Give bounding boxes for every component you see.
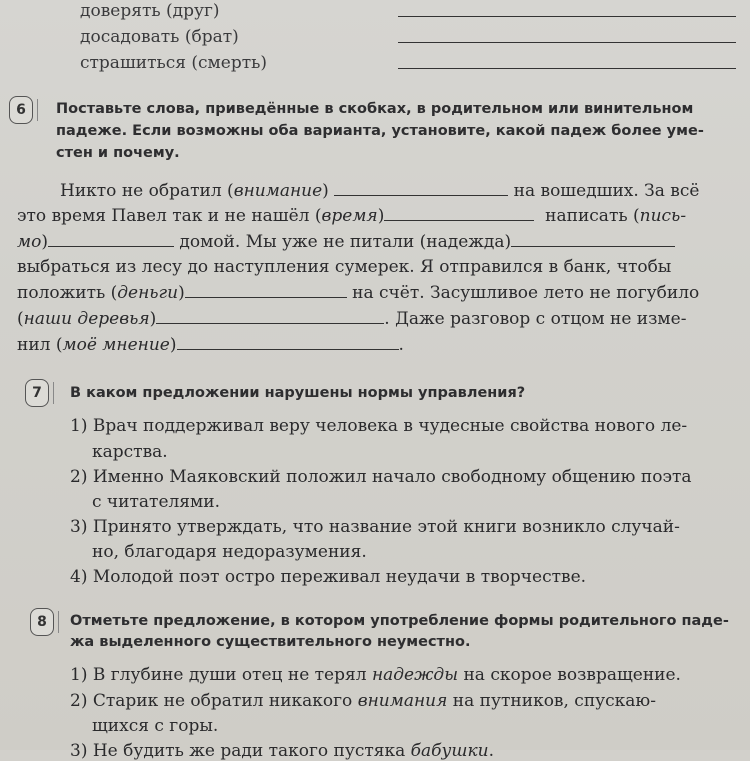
q7-option-2-line-1: 2) Именно Маяковский положил начало свободному общению поэта bbox=[70, 467, 692, 487]
q8-instruction-line-1: Отметьте предложение, в котором употребление формы родительного паде- bbox=[70, 613, 729, 629]
prev-item-2: досадовать (брат) bbox=[80, 27, 239, 47]
q7-option-2-line-2: с читателями. bbox=[92, 492, 220, 512]
q6-instruction-line-2: падеже. Если возможны оба варианта, установите, какой падеж более уме- bbox=[56, 123, 704, 139]
answer-blank[interactable] bbox=[156, 309, 384, 324]
answer-blank[interactable] bbox=[177, 335, 399, 350]
answer-blank[interactable] bbox=[511, 232, 675, 247]
q8-option-2-line-1: 2) Старик не обратил никакого внимания на путников, спускаю- bbox=[70, 691, 656, 711]
question-number-8: 8 bbox=[30, 608, 54, 636]
q6-text-line-1: Никто не обратил (внимание) на вошедших. За всё bbox=[60, 181, 700, 201]
q6-text-line-3: мо) домой. Мы уже не питали (надежда) bbox=[17, 232, 675, 252]
q8-option-1: 1) В глубине души отец не терял надежды на скорое возвращение. bbox=[70, 665, 681, 685]
answer-blank[interactable] bbox=[398, 68, 736, 69]
q7-option-4: 4) Молодой поэт остро переживал неудачи в творчестве. bbox=[70, 567, 587, 587]
q6-text-line-4: выбраться из лесу до наступления сумерек. Я отправился в банк, чтобы bbox=[17, 257, 672, 277]
q8-instruction-line-2: жа выделенного существительного неуместно. bbox=[70, 634, 471, 650]
prev-item-3: страшиться (смерть) bbox=[80, 53, 267, 73]
q6-text-line-6: (наши деревья) . Даже разговор с отцом не изме- bbox=[17, 309, 687, 329]
answer-blank[interactable] bbox=[384, 206, 534, 221]
answer-blank[interactable] bbox=[48, 232, 174, 247]
answer-blank[interactable] bbox=[398, 16, 736, 17]
question-number-7: 7 bbox=[25, 379, 49, 407]
q8-option-2-line-2: щихся с горы. bbox=[92, 716, 219, 736]
q7-option-3-line-2: но, благодаря недоразумения. bbox=[92, 542, 367, 562]
q8-option-3: 3) Не будить же ради такого пустяка бабушки. bbox=[70, 741, 495, 761]
q6-text-line-2: это время Павел так и не нашёл (время) написать (пись- bbox=[17, 206, 687, 226]
q6-text-line-7: нил (моё мнение) . bbox=[17, 335, 404, 355]
q7-option-1-line-2: карства. bbox=[92, 442, 168, 462]
prev-item-1: доверять (друг) bbox=[80, 1, 220, 21]
answer-blank[interactable] bbox=[334, 181, 508, 196]
answer-blank[interactable] bbox=[398, 42, 736, 43]
q7-option-3-line-1: 3) Принято утверждать, что название этой книги возникло случай- bbox=[70, 517, 680, 537]
q7-question: В каком предложении нарушены нормы управления? bbox=[70, 385, 526, 401]
q6-instruction-line-1: Поставьте слова, приведённые в скобках, в родительном или винительном bbox=[56, 101, 694, 117]
q6-text-line-5: положить (деньги) на счёт. Засушливое лето не погубило bbox=[17, 283, 700, 303]
answer-blank[interactable] bbox=[185, 283, 347, 298]
q6-instruction-line-3: стен и почему. bbox=[56, 145, 180, 161]
question-number-6: 6 bbox=[9, 96, 33, 124]
q7-option-1-line-1: 1) Врач поддерживал веру человека в чудесные свойства нового ле- bbox=[70, 416, 688, 436]
